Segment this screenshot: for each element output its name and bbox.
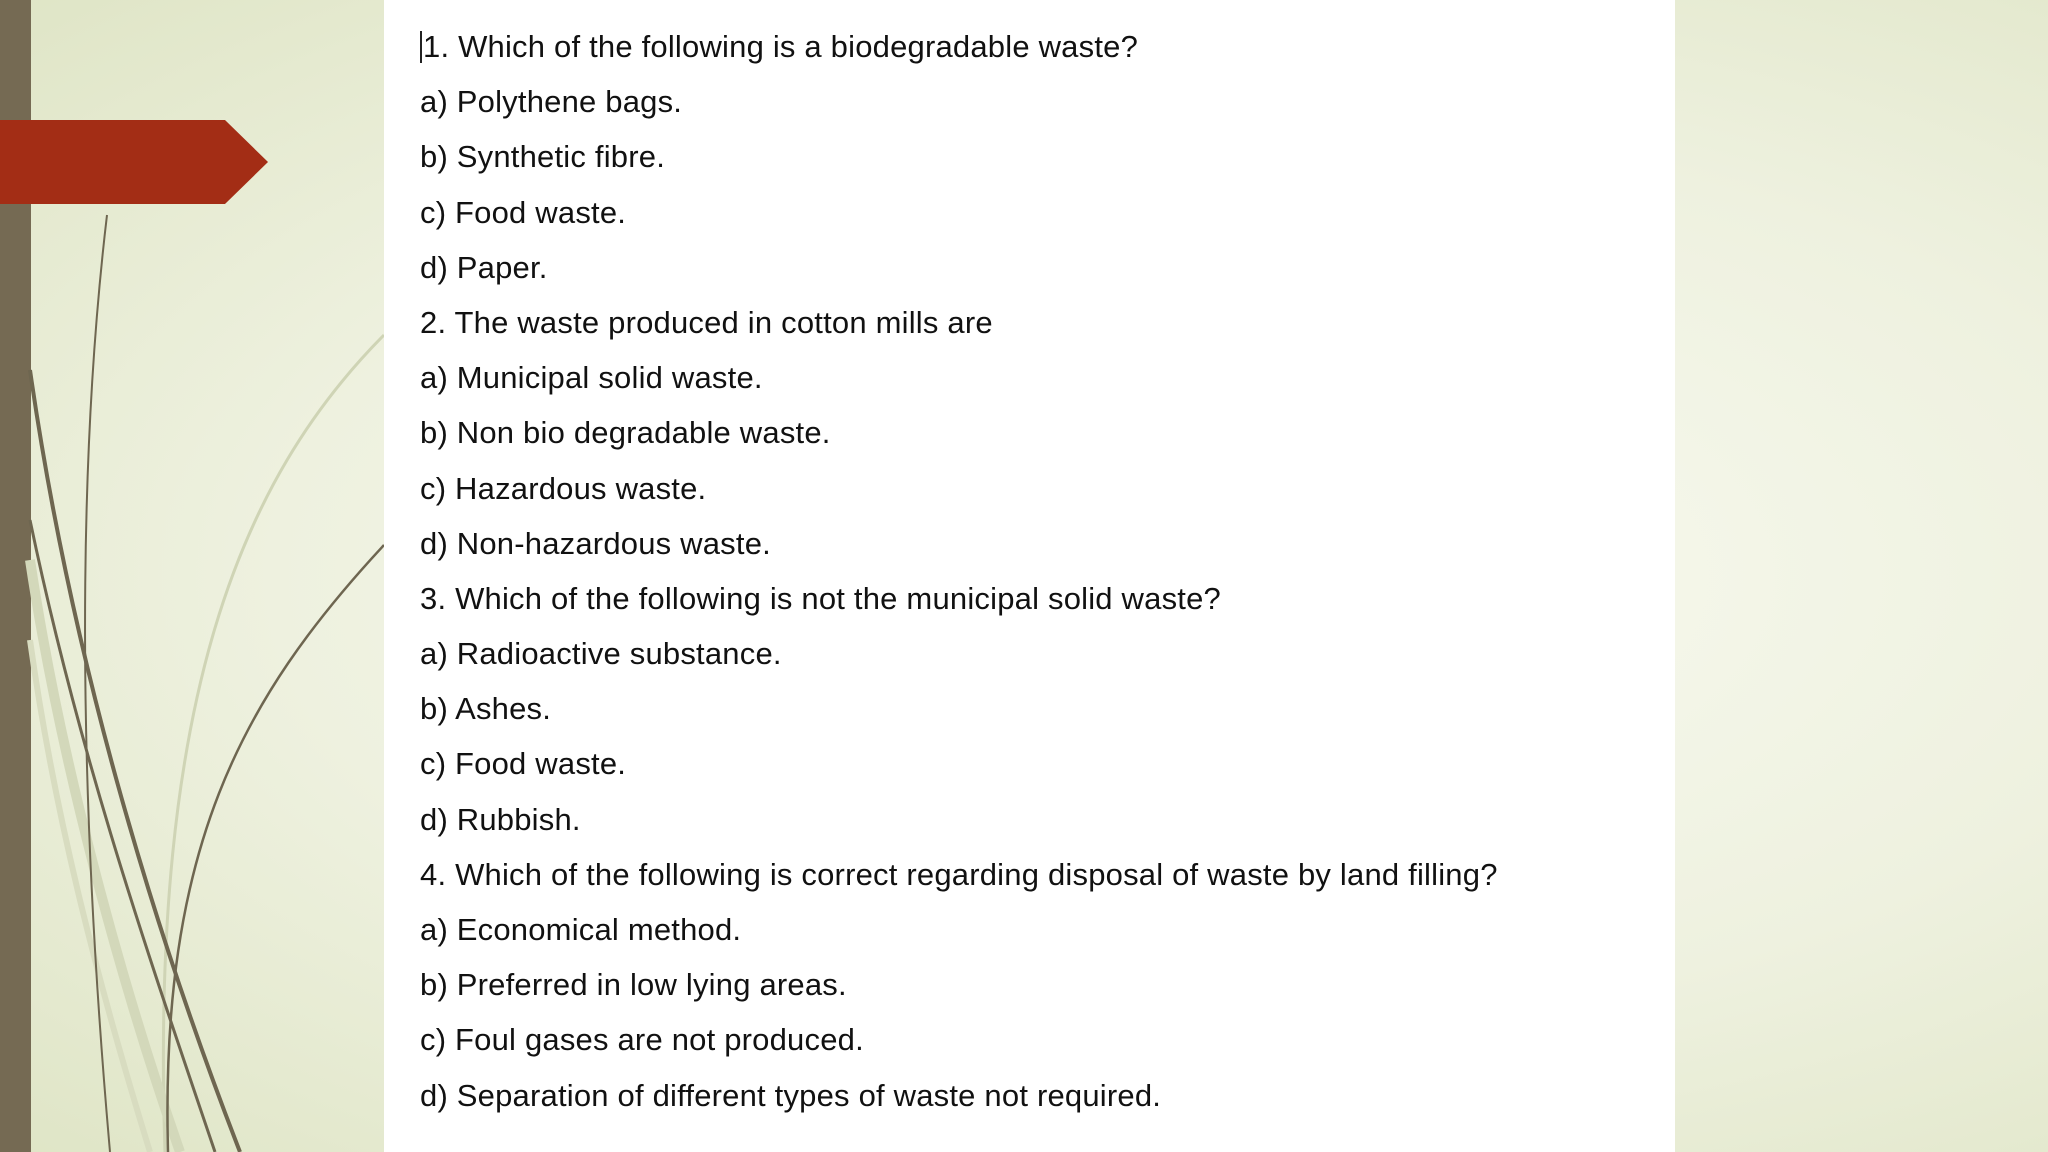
question-4: 4. Which of the following is correct regarding disposal of waste by land filling?: [420, 856, 1498, 892]
light-curve-2: [30, 560, 180, 1152]
option-3b: b) Ashes.: [420, 691, 552, 727]
option-2c: c) Hazardous waste.: [420, 470, 707, 506]
light-curve-3: [30, 640, 150, 1152]
option-2a: a) Municipal solid waste.: [420, 360, 763, 396]
red-arrow-banner: [0, 120, 268, 204]
dark-curve-4: [167, 545, 384, 1152]
option-1d: d) Paper.: [420, 249, 548, 285]
question-1: 1. Which of the following is a biodegradable waste?: [423, 29, 1139, 64]
option-3a: a) Radioactive substance.: [420, 636, 782, 672]
option-3d: d) Rubbish.: [420, 801, 581, 837]
dark-curve-2: [30, 370, 240, 1152]
option-4b: b) Preferred in low lying areas.: [420, 967, 847, 1003]
option-2b: b) Non bio degradable waste.: [420, 415, 831, 451]
option-4d: d) Separation of different types of waste not required.: [420, 1077, 1162, 1113]
option-4c: c) Foul gases are not produced.: [420, 1022, 864, 1058]
option-1a: a) Polythene bags.: [420, 84, 683, 120]
question-3: 3. Which of the following is not the municipal solid waste?: [420, 580, 1221, 616]
option-1c: c) Food waste.: [420, 194, 627, 230]
question-text-block[interactable]: [420, 24, 1498, 1128]
option-2d: d) Non-hazardous waste.: [420, 525, 771, 561]
option-3c: c) Food waste.: [420, 746, 627, 782]
option-4a: a) Economical method.: [420, 912, 742, 947]
option-1b: b) Synthetic fibre.: [420, 139, 666, 175]
question-2: 2. The waste produced in cotton mills are: [420, 304, 993, 340]
